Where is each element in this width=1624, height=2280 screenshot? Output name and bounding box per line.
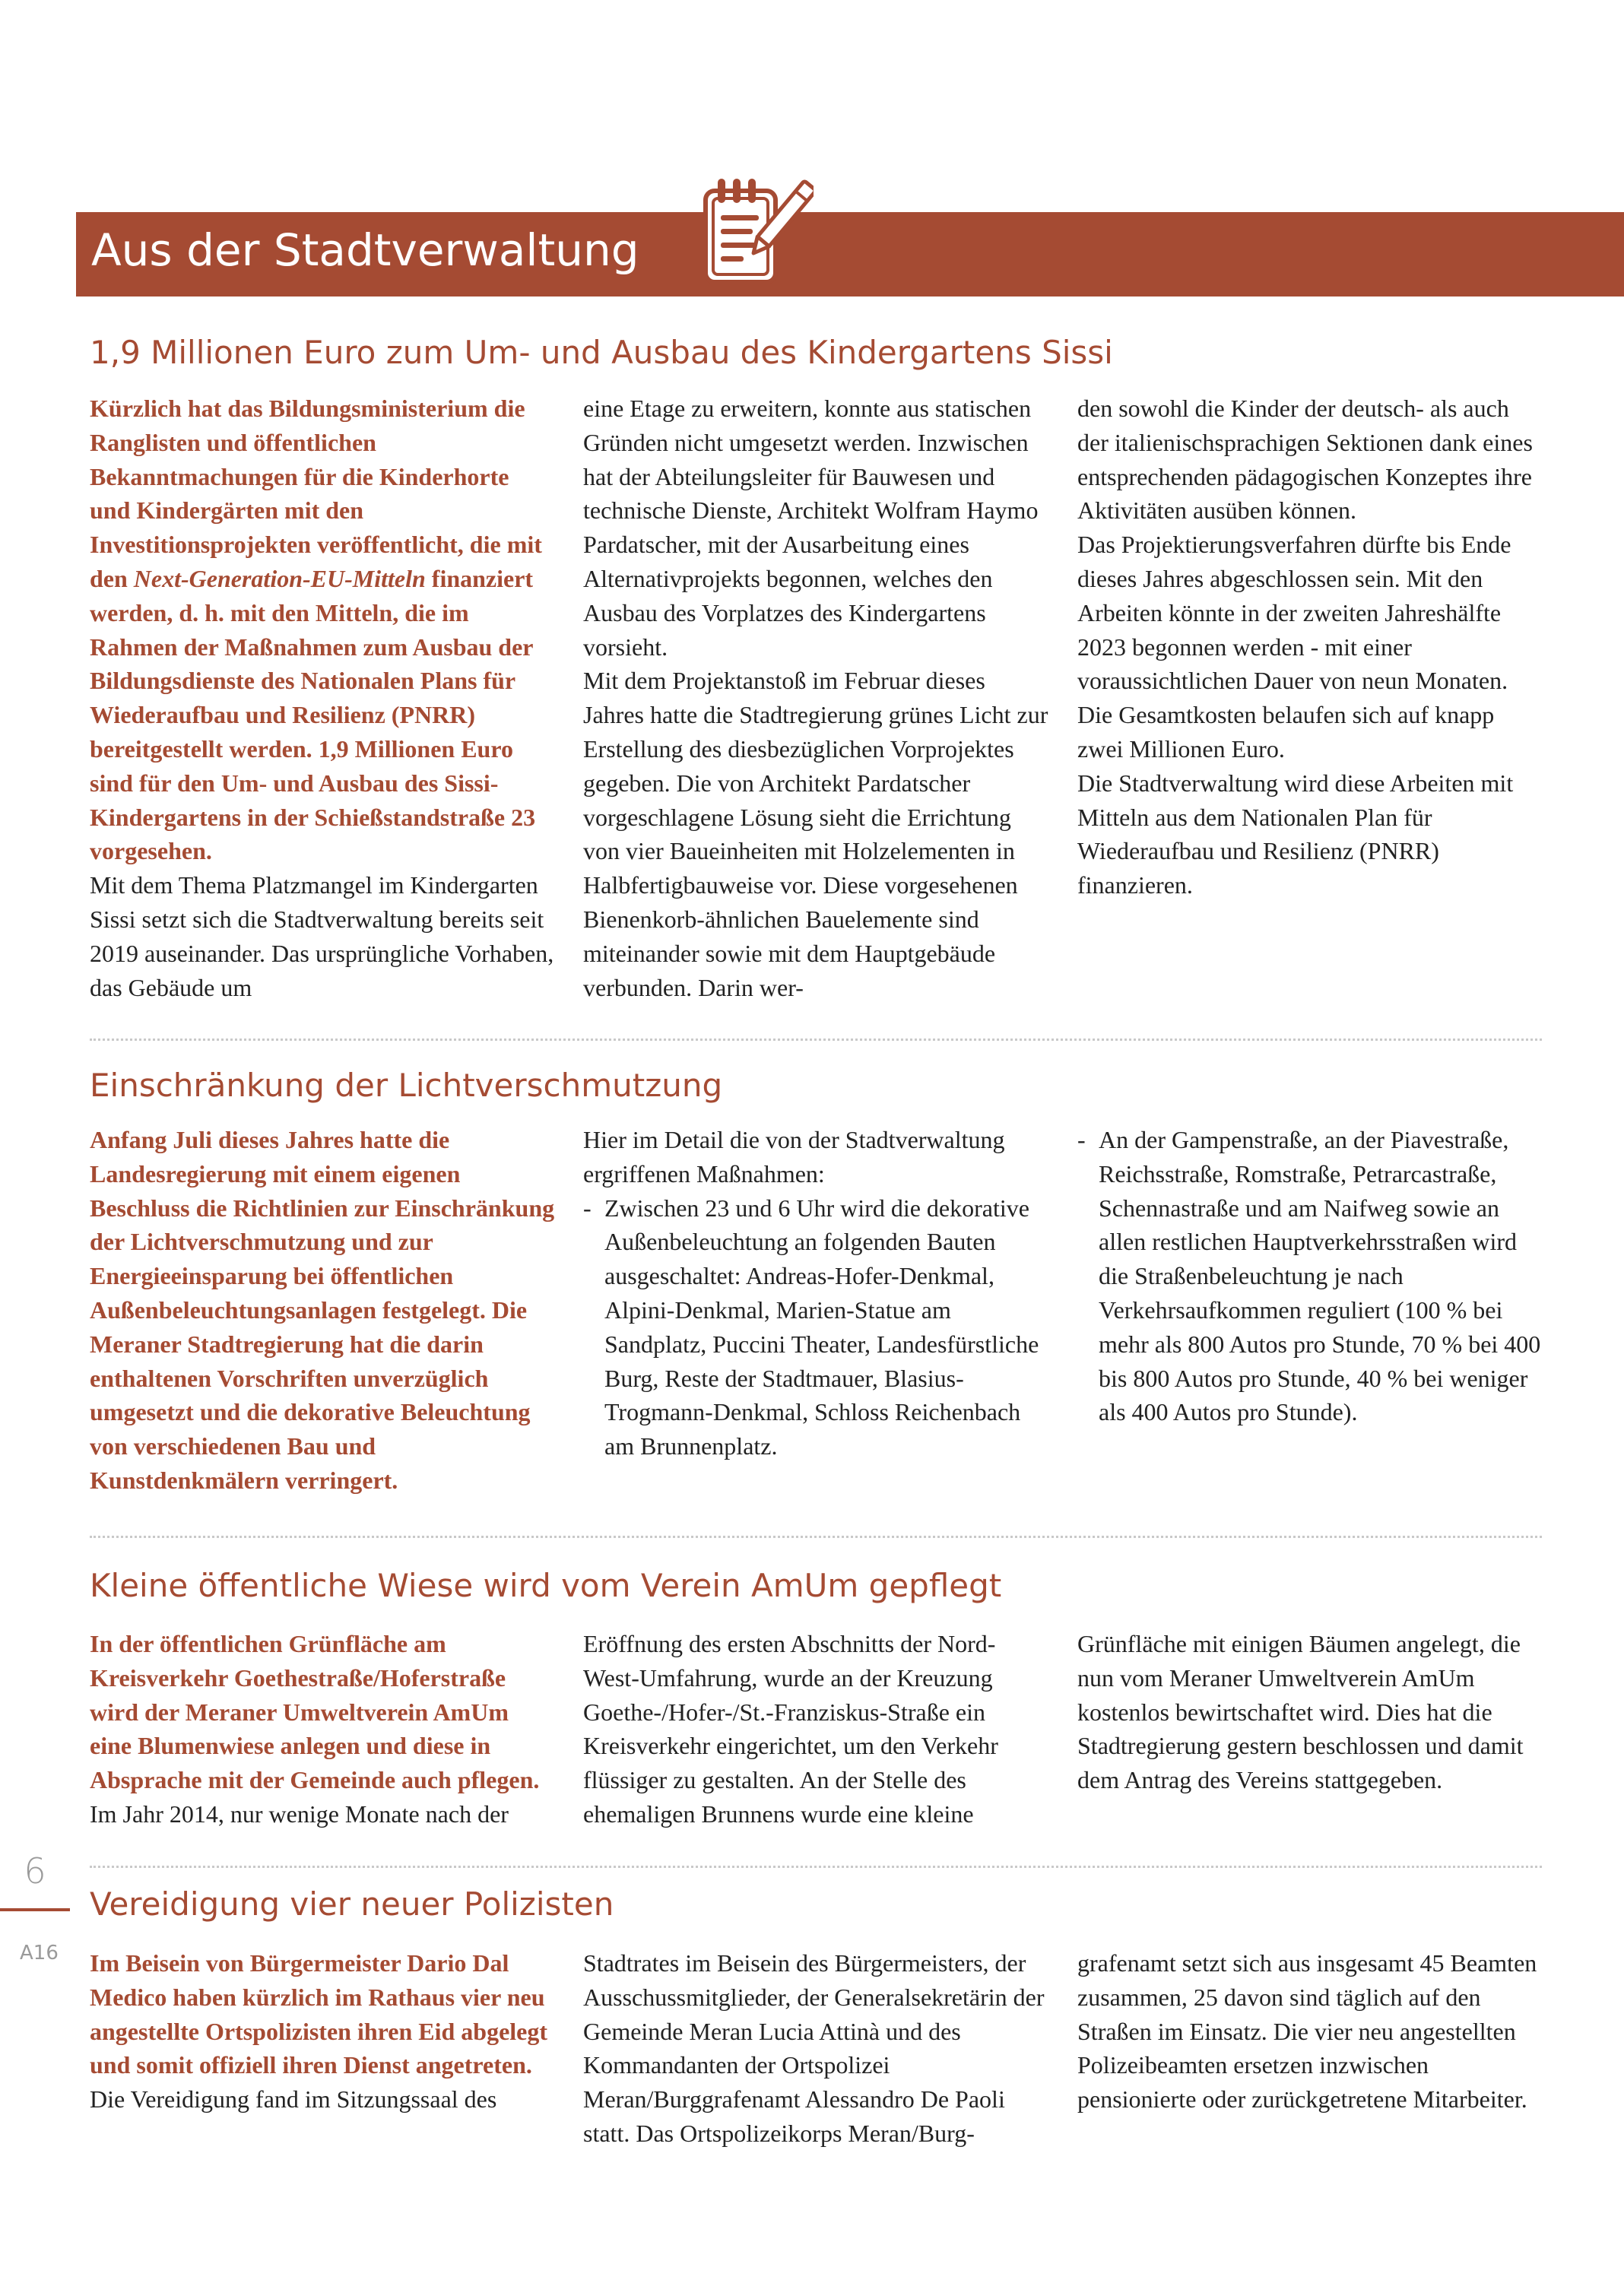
- lead-paragraph: Kürzlich hat das Bildungsministerium die Ranglisten und öffentlichen Bekanntmachungen für die Kinderhorte und Kindergärten mit den Investitionsprojekten veröffentlicht, die mit den Next-Generation-EU-Mitteln finanziert werden, d. h. mit den Mitteln, die im Rahmen der Maßnahmen zum Ausbau der Bildungsdienste des Nationalen Plans für Wiederaufbau und Resilienz (PNRR) bereitgestellt werden. 1,9 Millionen Euro sind für den Um- und Ausbau des Sissi-Kindergartens in der Schießstandstraße 23 vorgesehen.: [90, 395, 542, 865]
- article-title: 1,9 Millionen Euro zum Um- und Ausbau des Kindergartens Sissi: [90, 334, 1113, 371]
- section-divider: [90, 1039, 1542, 1041]
- article-column: [90, 1123, 555, 1498]
- body-paragraph: grafenamt setzt sich aus insgesamt 45 Beamten zusammen, 25 davon sind täglich auf den Straßen im Einsatz. Die vier neu angestellten Polizeibeamten ersetzen inzwischen pensionierte oder zurückgetretene Mitarbeiter.: [1077, 1949, 1537, 2114]
- lead-paragraph: In der öffentlichen Grünfläche am Kreisverkehr Goethestraße/Hoferstraße wird der Meraner Umweltverein AmUm eine Blumenwiese anlegen und diese in Absprache mit der Gemeinde auch pflegen.: [90, 1630, 540, 1794]
- bullet-dash: -: [1077, 1126, 1086, 1153]
- body-paragraph: Eröffnung des ersten Abschnitts der Nord-West-Umfahrung, wurde an der Kreuzung Goethe-/Hofer-/St.-Franziskus-Straße ein Kreisverkehr eingerichtet, um den Verkehr flüssiger zu gestalten. An der Stelle des ehemaligen Brunnens wurde eine kleine: [583, 1630, 998, 1828]
- article-column: [1077, 1627, 1543, 1797]
- section-title: Aus der Stadtverwaltung: [91, 224, 639, 276]
- page-marker-line: [0, 1908, 70, 1911]
- body-paragraph: Das Projektierungsverfahren dürfte bis Ende dieses Jahres abgeschlossen sein. Mit den Arbeiten könnte in der zweiten Jahreshälfte 2023 begonnen werden - mit einer voraussichtlichen Dauer von neun Monaten. Die Gesamtkosten belaufen sich auf knapp zwei Millionen Euro.: [1077, 531, 1511, 763]
- body-paragraph: Die Vereidigung fand im Sitzungssaal des: [90, 2085, 497, 2114]
- article-column: [90, 392, 555, 1004]
- list-item-text: Zwischen 23 und 6 Uhr wird die dekorative Außenbeleuchtung an folgenden Bauten ausgeschaltet: Andreas-Hofer-Denkmal, Alpini-Denkmal, Marien-Statue am Sandplatz, Puccini Theater, Landesfürstliche Burg, Reste der Stadtmauer, Blasius-Trogmann-Denkmal, Schloss Reichenbach am Brunnenplatz.: [604, 1194, 1039, 1460]
- body-paragraph: Stadtrates im Beisein des Bürgermeisters, der Ausschussmitglieder, der Generalsekretärin der Gemeinde Meran Lucia Attinà und des Kommandanten der Ortspolizei Meran/Burggrafenamt Alessandro De Paoli statt. Das Ortspolizeikorps Meran/Burg-: [583, 1949, 1045, 2147]
- body-paragraph: Mit dem Thema Platzmangel im Kindergarten Sissi setzt sich die Stadtverwaltung bereits seit 2019 auseinander. Das ursprüngliche Vorhaben, das Gebäude um: [90, 871, 554, 1001]
- article-column: [583, 1123, 1048, 1463]
- list-item: [1077, 1123, 1543, 1429]
- bullet-dash: -: [583, 1194, 592, 1222]
- page-number: 6: [24, 1850, 46, 1892]
- body-paragraph: Im Jahr 2014, nur wenige Monate nach der: [90, 1800, 509, 1828]
- article-column: [583, 1627, 1048, 1831]
- body-paragraph: Grünfläche mit einigen Bäumen angelegt, die nun vom Meraner Umweltverein AmUm kostenlos bewirtschaftet wird. Dies hat die Stadtregierung gestern beschlossen und damit dem Antrag des Vereins stattgegeben.: [1077, 1630, 1524, 1794]
- article-column: [583, 392, 1048, 1004]
- body-paragraph: Hier im Detail die von der Stadtverwaltung ergriffenen Maßnahmen:: [583, 1126, 1005, 1188]
- list-item: [583, 1191, 1048, 1463]
- article-column: [90, 1627, 555, 1831]
- body-paragraph: eine Etage zu erweitern, konnte aus statischen Gründen nicht umgesetzt werden. Inzwischen hat der Abteilungsleiter für Bauwesen und technische Dienste, Architekt Wolfram Haymo Pardatscher, mit der Ausarbeitung eines Alternativprojekts begonnen, welches den Ausbau des Vorplatzes des Kindergartens vorsieht.: [583, 395, 1039, 661]
- notepad-pencil-icon: [699, 168, 814, 291]
- section-banner: [76, 212, 1624, 296]
- page-code: A16: [20, 1942, 59, 1964]
- body-paragraph: den sowohl die Kinder der deutsch- als auch der italienischsprachigen Sektionen dank eines entsprechenden pädagogischen Konzeptes ihre Aktivitäten ausüben können.: [1077, 395, 1533, 525]
- article-title: Vereidigung vier neuer Polizisten: [90, 1885, 614, 1923]
- article-title: Einschränkung der Lichtverschmutzung: [90, 1067, 723, 1104]
- body-paragraph: Mit dem Projektanstoß im Februar dieses Jahres hatte die Stadtregierung grünes Licht zur Erstellung des diesbezüglichen Vorprojektes gegeben. Die von Architekt Pardatscher vorgeschlagene Lösung sieht die Errichtung von vier Baueinheiten mit Holzelementen in Halbfertigbauweise vor. Diese vorgesehenen Bienenkorb-ähnlichen Bauelemente sind miteinander sowie mit dem Hauptgebäude verbunden. Darin wer-: [583, 667, 1048, 1001]
- list-item-text: An der Gampenstraße, an der Piavestraße, Reichsstraße, Romstraße, Petrarcastraße, Schennastraße und am Naifweg sowie an allen restlichen Hauptverkehrsstraßen wird die Straßenbeleuchtung je nach Verkehrsaufkommen reguliert (100 % bei mehr als 800 Autos pro Stunde, 70 % bei 400 bis 800 Autos pro Stunde, 40 % bei weniger als 400 Autos pro Stunde).: [1099, 1126, 1541, 1426]
- article-column: [1077, 392, 1543, 902]
- article-column: [583, 1946, 1048, 2151]
- article-title: Kleine öffentliche Wiese wird vom Verein AmUm gepflegt: [90, 1567, 1002, 1604]
- body-paragraph: Die Stadtverwaltung wird diese Arbeiten mit Mitteln aus dem Nationalen Plan für Wiederaufbau und Resilienz (PNRR) finanzieren.: [1077, 769, 1514, 899]
- article-column: [90, 1946, 555, 2117]
- lead-paragraph: Anfang Juli dieses Jahres hatte die Landesregierung mit einem eigenen Beschluss die Richtlinien zur Einschränkung der Lichtverschmutzung und zur Energieeinsparung bei öffentlichen Außenbeleuchtungsanlagen festgelegt. Die Meraner Stadtregierung hat die darin enthaltenen Vorschriften unverzüglich umgesetzt und die dekorative Beleuchtung von verschiedenen Bau und Kunstdenkmälern verringert.: [90, 1126, 555, 1494]
- section-divider: [90, 1536, 1542, 1538]
- lead-paragraph: Im Beisein von Bürgermeister Dario Dal Medico haben kürzlich im Rathaus vier neu angestellte Ortspolizisten ihren Eid abgelegt und somit offiziell ihren Dienst angetreten.: [90, 1949, 548, 2079]
- article-column: [1077, 1946, 1543, 2117]
- article-column: [1077, 1123, 1543, 1429]
- section-divider: [90, 1866, 1542, 1868]
